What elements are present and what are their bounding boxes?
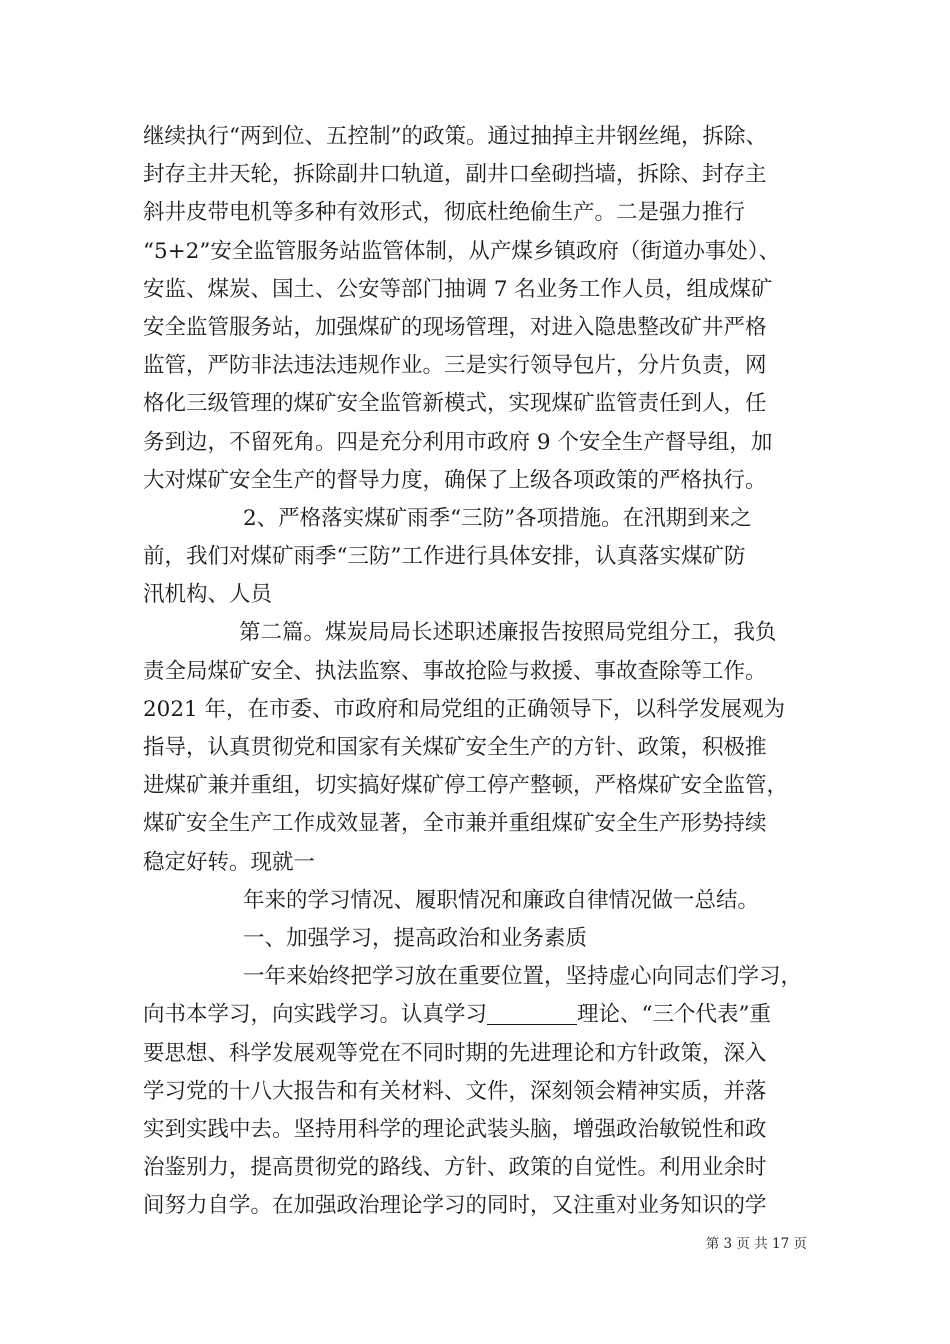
text-line: 稳定好转。现就一 — [143, 849, 316, 875]
text-line: 前，我们对煤矿雨季“三防”工作进行具体安排，认真落实煤矿防 — [143, 544, 746, 570]
text-line: 2、严格落实煤矿雨季“三防”各项措施。在汛期到来之 — [243, 505, 752, 531]
section-heading: 一、加强学习，提高政治和业务素质 — [243, 925, 588, 951]
text-line: 务到边，不留死角。四是充分利用市政府 9 个安全生产督导组，加 — [143, 429, 773, 455]
text-line: 汛机构、人员 — [143, 582, 273, 608]
text-line: 格化三级管理的煤矿安全监管新模式，实现煤矿监管责任到人，任 — [143, 391, 767, 417]
text-line: 责全局煤矿安全、执法监察、事故抢险与救援、事故查除等工作。 — [143, 658, 767, 684]
text-line: 监管，严防非法违法违规作业。三是实行领导包片，分片负责，网 — [143, 353, 767, 379]
text-line: 2021 年，在市委、市政府和局党组的正确领导下，以科学发展观为 — [143, 696, 786, 722]
text-line: 一年来始终把学习放在重要位置，坚持虚心向同志们学习， — [243, 964, 803, 990]
text-line: 安监、煤炭、国土、公安等部门抽调 7 名业务工作人员，组成煤矿 — [143, 276, 773, 302]
text-line: 治鉴别力，提高贯彻党的路线、方针、政策的自觉性。利用业余时 — [143, 1155, 767, 1181]
blank-underline — [487, 1000, 577, 1025]
text-line: 实到实践中去。坚持用科学的理论武装头脑，增强政治敏锐性和政 — [143, 1116, 767, 1142]
page-number: 第 3 页 共 17 页 — [705, 1236, 807, 1252]
text-line: 封存主井天轮，拆除副井口轨道，副井口垒砌挡墙，拆除、封存主 — [143, 162, 767, 188]
text-line: 要思想、科学发展观等党在不同时期的先进理论和方针政策，深入 — [143, 1040, 767, 1066]
text-line: 年来的学习情况、履职情况和廉政自律情况做一总结。 — [243, 887, 760, 913]
text-line: 第二篇。煤炭局局长述职述廉报告按照局党组分工，我负 — [239, 620, 777, 646]
text-line: 煤矿安全生产工作成效显著，全市兼并重组煤矿安全生产形势持续 — [143, 811, 767, 837]
text-segment: 向书本学习，向实践学习。认真学习 — [143, 1002, 488, 1028]
text-line — [143, 996, 813, 1034]
text-line: 间努力自学。在加强政治理论学习的同时，又注重对业务知识的学 — [143, 1193, 767, 1219]
text-segment: 理论、“三个代表”重 — [577, 1002, 771, 1028]
text-line: 学习党的十八大报告和有关材料、文件，深刻领会精神实质，并落 — [143, 1078, 767, 1104]
text-line: 大对煤矿安全生产的督导力度，确保了上级各项政策的严格执行。 — [143, 467, 767, 493]
text-line: “5+2”安全监管服务站监管体制，从产煤乡镇政府（街道办事处）、 — [143, 238, 781, 264]
text-line: 斜井皮带电机等多种有效形式，彻底杜绝偷生产。二是强力推行 — [143, 200, 746, 226]
text-line: 进煤矿兼并重组，切实搞好煤矿停工停产整顿，严格煤矿安全监管， — [143, 773, 789, 799]
text-line: 指导，认真贯彻党和国家有关煤矿安全生产的方针、政策，积极推 — [143, 735, 767, 760]
text-line: 继续执行“两到位、五控制”的政策。通过抽掉主井钢丝绳，拆除、 — [143, 124, 767, 149]
document-body — [143, 118, 813, 1225]
text-line: 安全监管服务站，加强煤矿的现场管理，对进入隐患整改矿井严格 — [143, 314, 767, 340]
